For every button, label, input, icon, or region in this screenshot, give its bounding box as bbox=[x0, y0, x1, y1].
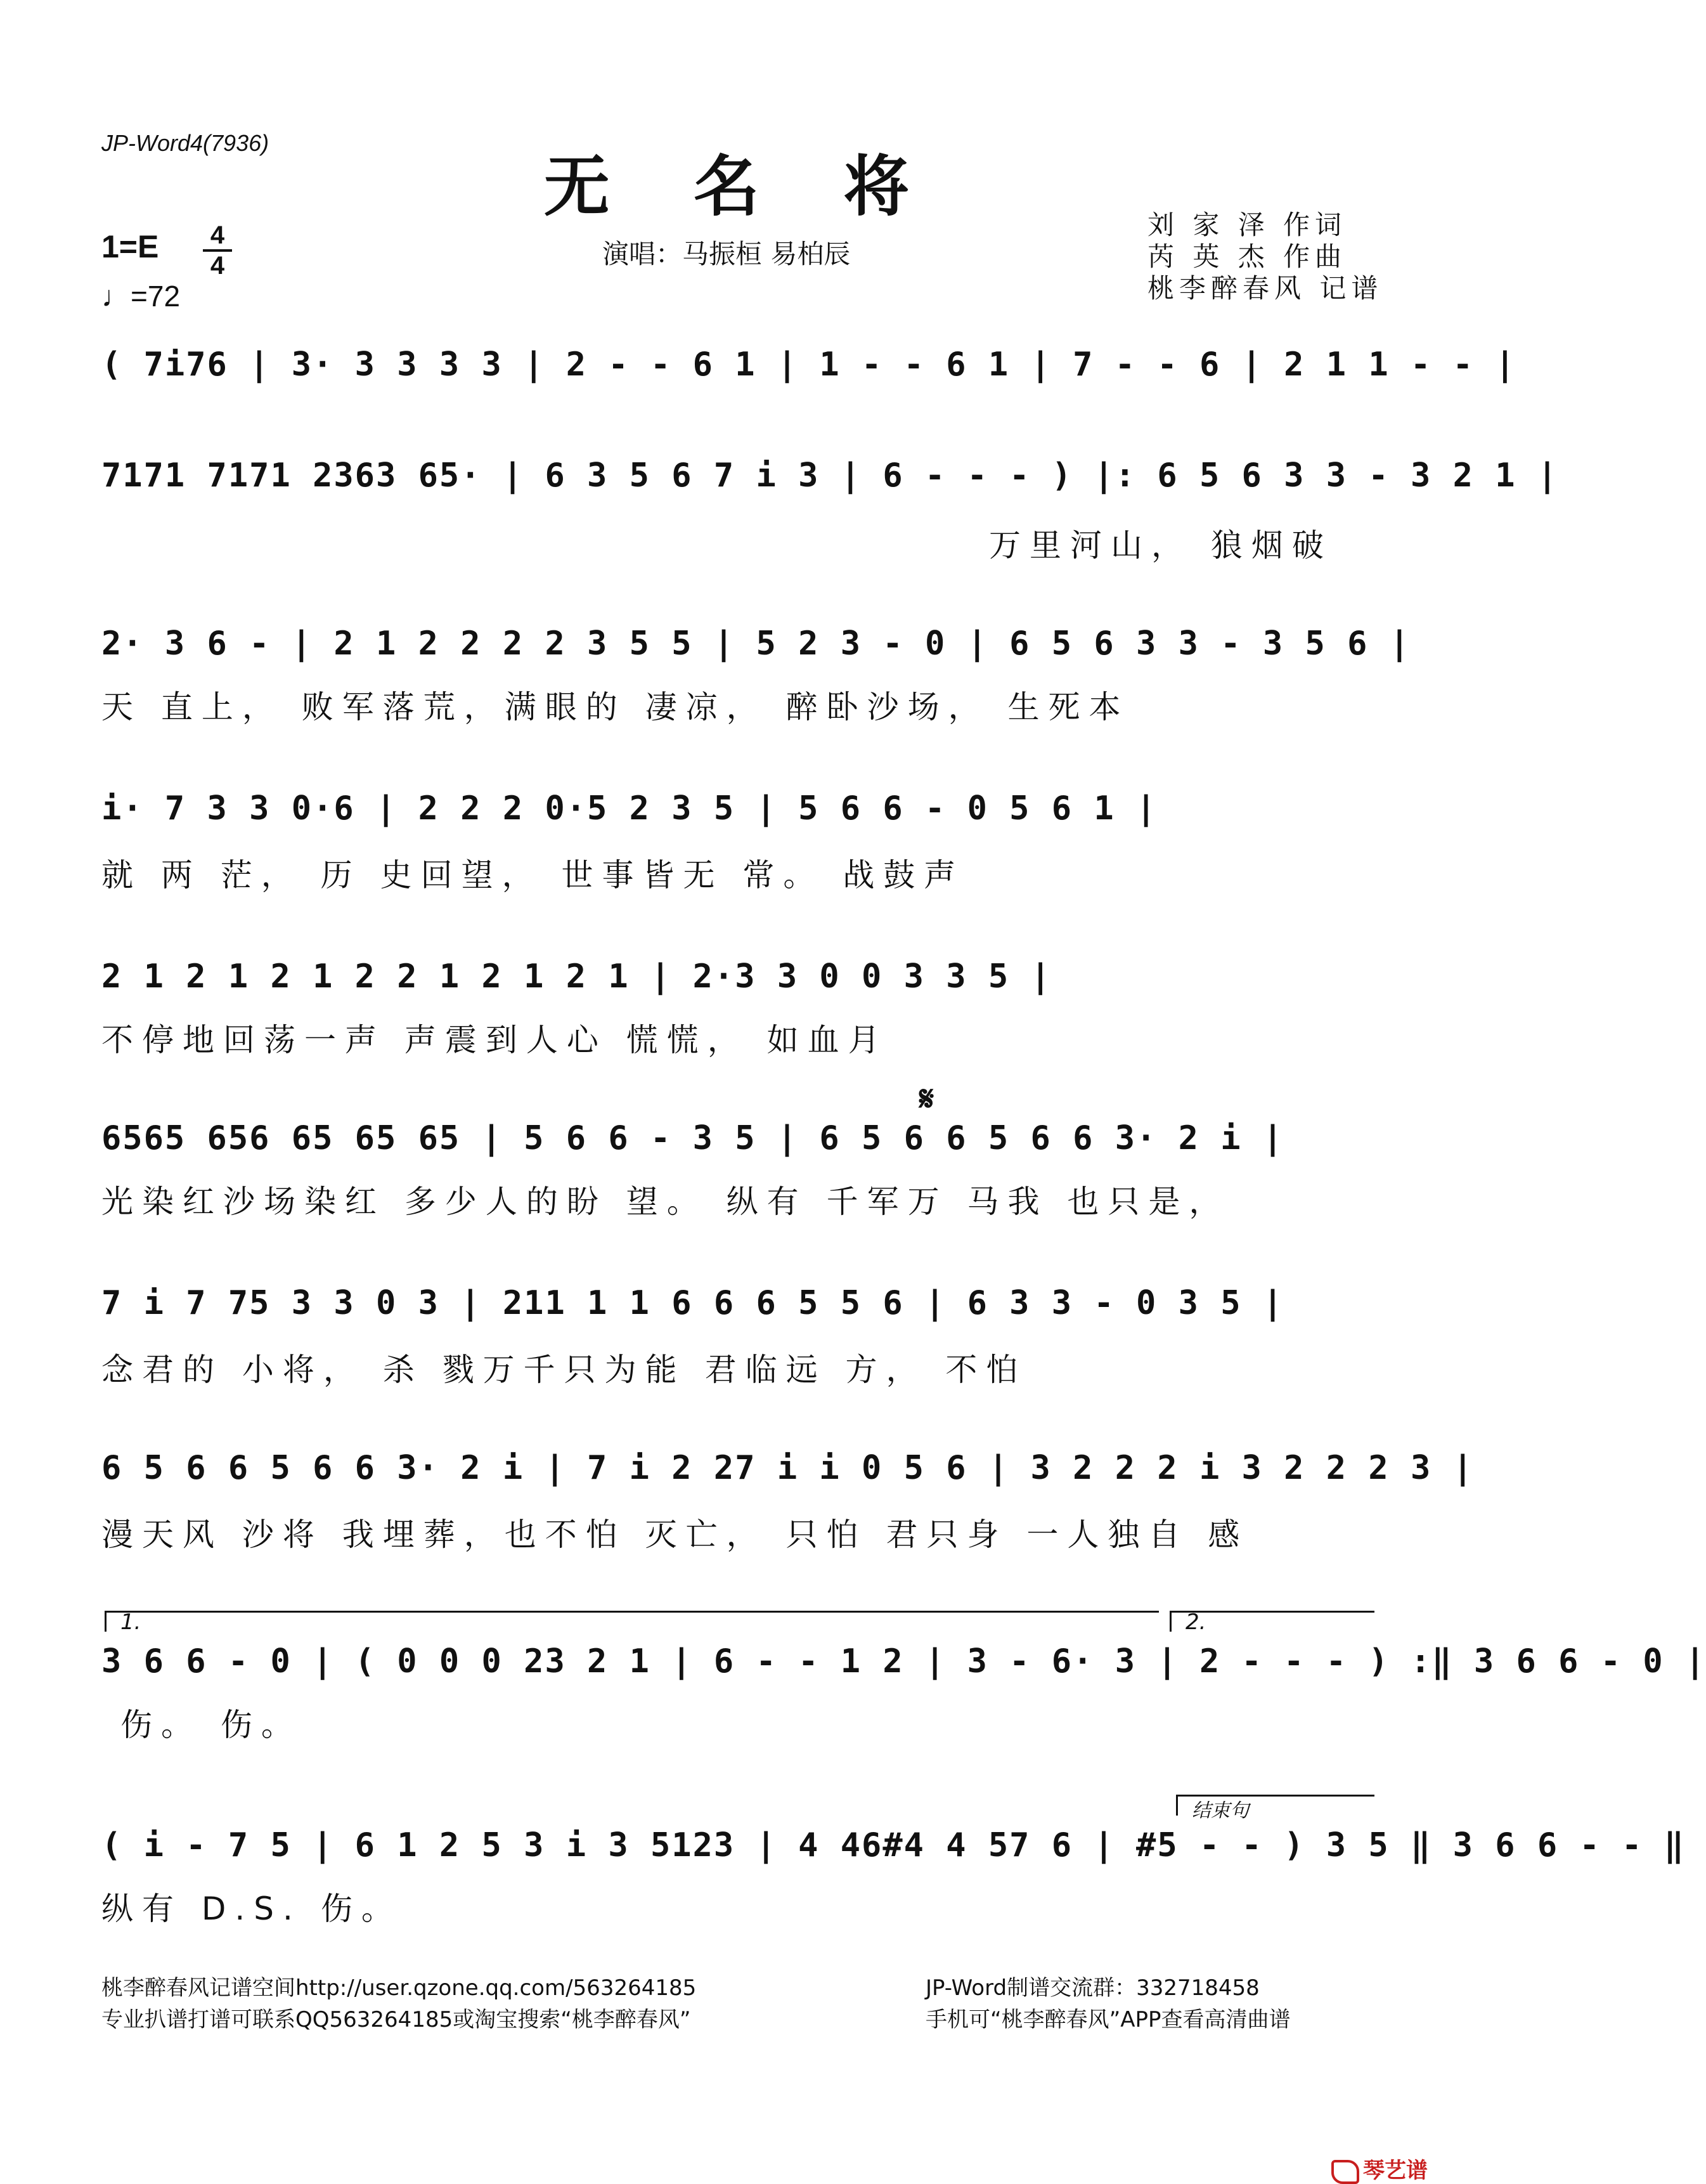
song-title: 无 名 将 bbox=[543, 147, 940, 225]
transcriber-credit: 桃李醉春风 记谱 bbox=[1147, 273, 1383, 304]
footer-right bbox=[926, 1972, 1291, 2036]
score-row-7-lyrics: 念君的 小将， 杀 戮万千只为能 君临远 方， 不怕 bbox=[101, 1351, 1027, 1388]
footer-right-line-2: 手机可“桃李醉春风”APP查看高清曲谱 bbox=[926, 2007, 1291, 2032]
site-logo bbox=[1331, 2153, 1428, 2184]
score-row-3-lyrics: 天 直上， 败军落荒，满眼的 凄凉， 醉卧沙场， 生死本 bbox=[101, 689, 1130, 725]
score-row-10-notes: ( i - 7 5 | 6 1 2 5 3 i 3 5123 | 4 46#4 4 57 6 | #5 - - ) 3 5 ‖ 3 6 6 - - ‖ bbox=[101, 1826, 1685, 1864]
first-ending-bracket bbox=[105, 1611, 1159, 1632]
tempo-marking: ♩=72 bbox=[101, 280, 181, 313]
segno-sign: 𝄋 bbox=[919, 1078, 934, 1119]
score-row-4-lyrics: 就 两 茫， 历 史回望， 世事皆无 常。 战鼓声 bbox=[101, 857, 965, 894]
credits-block bbox=[1147, 209, 1383, 304]
score-row-5-lyrics: 不停地回荡一声 声震到人心 慌慌， 如血月 bbox=[101, 1022, 889, 1058]
footer-left bbox=[101, 1972, 696, 2036]
coda-label: 结束句 bbox=[1192, 1800, 1249, 1822]
score-row-9-notes: 3 6 6 - 0 | ( 0 0 0 23 2 1 | 6 - - 1 2 | 3 - 6· 3 | 2 - - - ) :‖ 3 6 6 - 0 | bbox=[101, 1642, 1706, 1680]
time-signature bbox=[203, 222, 232, 279]
footer-left-line-2: 专业扒谱打谱可联系QQ563264185或淘宝搜索“桃李醉春风” bbox=[101, 2007, 691, 2032]
footer-right-line-1: JP-Word制谱交流群：332718458 bbox=[926, 1975, 1260, 2001]
score-row-5-notes: 2 1 2 1 2 1 2 2 1 2 1 2 1 | 2·3 3 0 0 3 3 5 | bbox=[101, 958, 1052, 996]
software-version: JP-Word4(7936) bbox=[101, 130, 269, 156]
score-row-9-lyrics: 伤。 伤。 bbox=[120, 1706, 302, 1743]
score-row-6-notes: 6565 656 65 65 65 | 5 6 6 - 3 5 | 6 5 6 6 5 6 6 3· 2 i | bbox=[101, 1119, 1284, 1157]
score-row-10-lyrics: 纵有 D.S. 伤。 bbox=[101, 1890, 402, 1927]
composer-credit: 芮 英 杰 作曲 bbox=[1147, 241, 1347, 272]
time-signature-bottom: 4 bbox=[210, 252, 225, 280]
lyricist-credit: 刘 家 泽 作词 bbox=[1147, 209, 1347, 240]
logo-icon bbox=[1331, 2160, 1359, 2184]
score-row-6-lyrics: 光染红沙场染红 多少人的盼 望。 纵有 千军万 马我 也只是， bbox=[101, 1183, 1230, 1220]
score-row-1-notes: ( 7i76 | 3· 3 3 3 3 | 2 - - 6 1 | 1 - - 6 1 | 7 - - 6 | 2 1 1 - - | bbox=[101, 346, 1516, 384]
score-row-7-notes: 7 i 7 75 3 3 0 3 | 211 1 1 6 6 6 5 5 6 | 6 3 3 - 0 3 5 | bbox=[101, 1284, 1284, 1322]
singer-credit: 演唱：马振桓 易柏辰 bbox=[602, 238, 851, 270]
score-row-2-lyrics: 万里河山， 狼烟破 bbox=[989, 527, 1333, 564]
footer-left-line-1: 桃李醉春风记谱空间http://user.qzone.qq.com/563264185 bbox=[101, 1975, 697, 2001]
score-row-8-notes: 6 5 6 6 5 6 6 3· 2 i | 7 i 2 27 i i 0 5 6 | 3 2 2 2 i 3 2 2 2 3 | bbox=[101, 1449, 1474, 1487]
score-row-2-notes: 7171 7171 2363 65· | 6 3 5 6 7 i 3 | 6 - - - ) |: 6 5 6 3 3 - 3 2 1 | bbox=[101, 457, 1559, 495]
time-signature-top: 4 bbox=[210, 221, 225, 249]
logo-text: 琴艺谱 bbox=[1363, 2158, 1428, 2183]
score-row-3-notes: 2· 3 6 - | 2 1 2 2 2 2 3 5 5 | 5 2 3 - 0 | 6 5 6 3 3 - 3 5 6 | bbox=[101, 625, 1411, 663]
second-ending-label: 2. bbox=[1186, 1609, 1206, 1635]
score-row-4-notes: i· 7 3 3 0·6 | 2 2 2 0·5 2 3 5 | 5 6 6 - 0 5 6 1 | bbox=[101, 790, 1158, 828]
key-signature: 1=E bbox=[101, 229, 159, 264]
score-row-8-lyrics: 漫天风 沙将 我埋葬，也不怕 灭亡， 只怕 君只身 一人独自 感 bbox=[101, 1516, 1249, 1553]
first-ending-label: 1. bbox=[120, 1609, 141, 1635]
